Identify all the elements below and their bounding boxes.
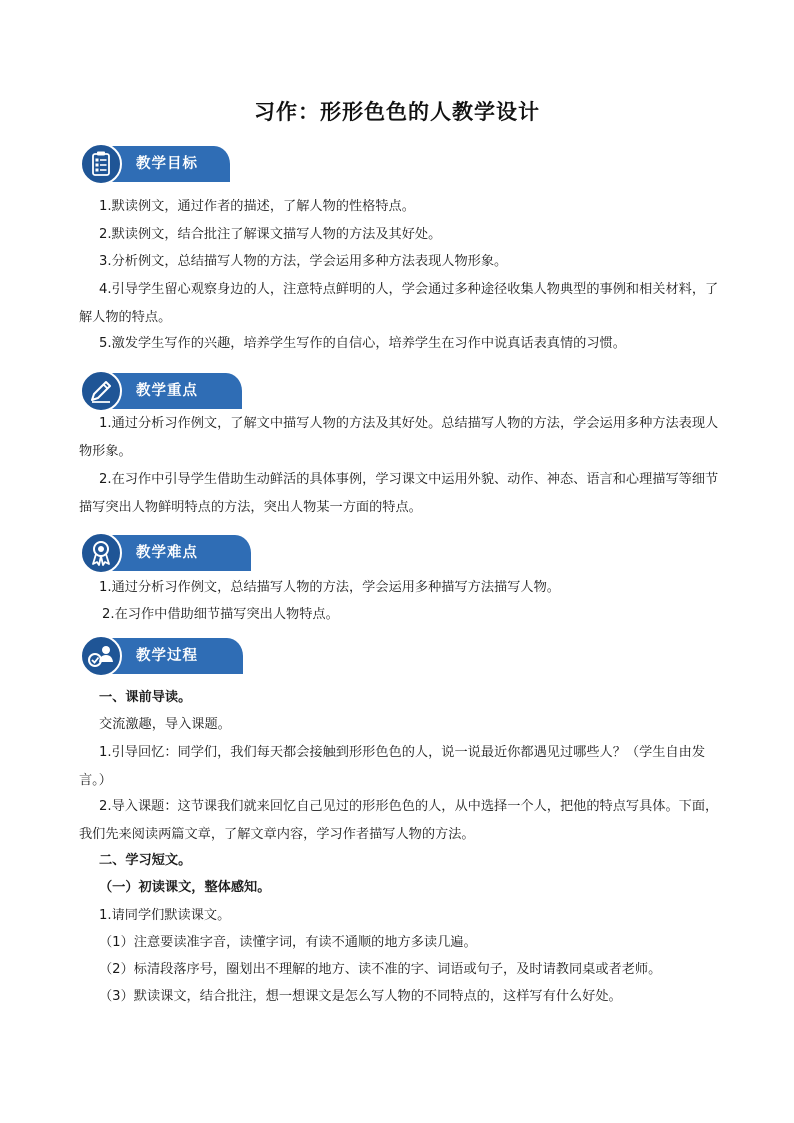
users-check-icon [80,635,122,677]
difficulty-item-1: 1.通过分析习作例文，总结描写人物的方法，学会运用多种描写方法描写人物。 [99,580,560,595]
pencil-icon [80,370,122,412]
goal-item-5: 5.激发学生写作的兴趣，培养学生写作的自信心，培养学生在习作中说真话表真情的习惯。 [99,336,626,351]
award-ribbon-icon [80,532,122,574]
process-part2-step: 1.请同学们默读课文。 [99,908,231,923]
process-part1-intro: 交流激趣，导入课题。 [99,717,231,732]
process-part2-title: 二、学习短文。 [99,853,192,868]
process-part1-item-1: 1.引导回忆：同学们，我们每天都会接触到形形色色的人，说一说最近你都遇见过哪些人？（学生自由发言。） [79,745,706,788]
section-heading-key-points: 教学重点 [136,383,198,399]
section-heading-goals: 教学目标 [136,156,198,172]
goal-item-2: 2.默读例文，结合批注了解课文描写人物的方法及其好处。 [99,227,442,242]
section-header-difficulties [80,532,251,574]
key-point-item-2: 2.在习作中引导学生借助生动鲜活的具体事例，学习课文中运用外貌、动作、神态、语言和心理描写等细节描写突出人物鲜明特点的方法，突出人物某一方面的特点。 [79,472,719,515]
clipboard-checklist-icon [80,143,122,185]
section-header-process [80,635,243,677]
goal-item-4: 4.引导学生留心观察身边的人，注意特点鲜明的人，学会通过多种途径收集人物典型的事例和相关材料，了解人物的特点。 [79,282,719,325]
process-part2-item-2: （2）标清段落序号，圈划出不理解的地方、读不准的字、词语或句子，及时请教同桌或者老师。 [99,962,662,977]
section-header-key-points [80,370,242,412]
section-heading-process: 教学过程 [136,648,198,664]
difficulty-item-2: 2.在习作中借助细节描写突出人物特点。 [102,607,339,622]
goal-item-3: 3.分析例文，总结描写人物的方法，学会运用多种方法表现人物形象。 [99,254,508,269]
goal-item-1: 1.默读例文，通过作者的描述，了解人物的性格特点。 [99,199,415,214]
process-part2-subtitle: （一）初读课文，整体感知。 [99,880,271,895]
process-part2-item-1: （1）注意要读准字音，读懂字词，有读不通顺的地方多读几遍。 [99,935,477,950]
section-header-goals [80,143,230,185]
process-part1-title: 一、课前导读。 [99,690,192,705]
process-part2-item-3: （3）默读课文，结合批注，想一想课文是怎么写人物的不同特点的，这样写有什么好处。 [99,989,622,1004]
key-point-item-1: 1.通过分析习作例文，了解文中描写人物的方法及其好处。总结描写人物的方法，学会运用多种方法表现人物形象。 [79,416,719,459]
document-title: 习作：形形色色的人教学设计 [254,99,540,124]
section-heading-difficulties: 教学难点 [136,545,198,561]
process-part1-item-2: 2.导入课题：这节课我们就来回忆自己见过的形形色色的人，从中选择一个人，把他的特点写具体。下面，我们先来阅读两篇文章，了解文章内容，学习作者描写人物的方法。 [79,799,719,842]
